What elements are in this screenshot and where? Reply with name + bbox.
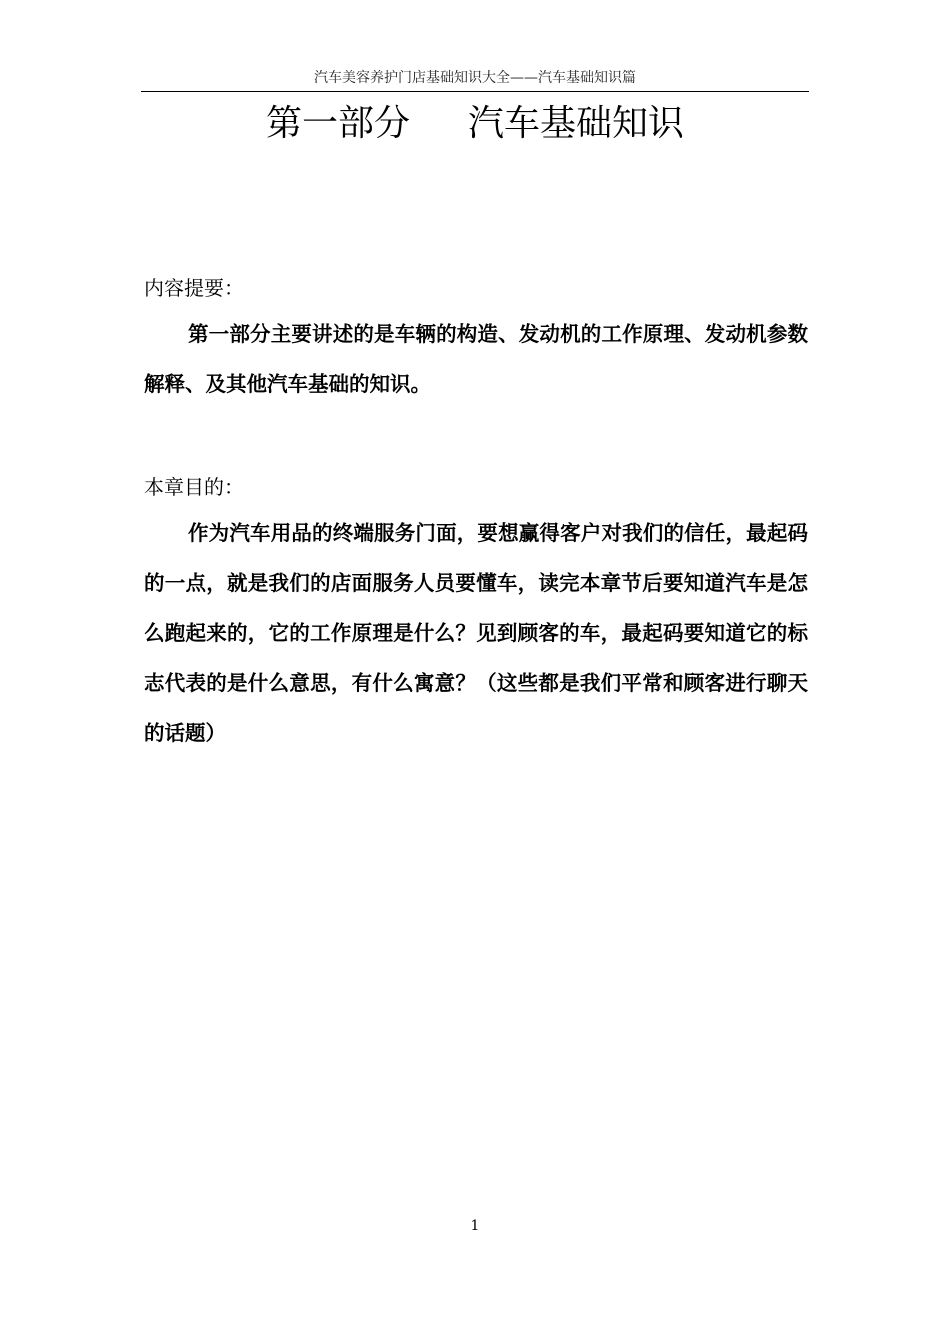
part-title — [142, 98, 808, 150]
page-number: 1 — [470, 1218, 480, 1234]
part-name: 汽车基础知识 — [468, 103, 685, 144]
part-number: 第一部分 — [265, 103, 410, 144]
summary-label: 内容提要： — [144, 276, 244, 300]
purpose-label: 本章目的： — [144, 475, 244, 499]
purpose-paragraph: 作为汽车用品的终端服务门面，要想赢得客户对我们的信任，最起码的一点，就是我们的店面服务人员要懂车，读完本章节后要知道汽车是怎么跑起来的，它的工作原理是什么？见到顾客的车，最起码要知道它的标志代表的是什么意思，有什么寓意？（这些都是我们平常和顾客进行聊天的话题） — [144, 521, 808, 745]
summary-paragraph: 第一部分主要讲述的是车辆的构造、发动机的工作原理、发动机参数解释、及其他汽车基础的知识。 — [144, 322, 808, 396]
running-header: 汽车美容养护门店基础知识大全——汽车基础知识篇 — [314, 70, 636, 86]
header-divider — [141, 91, 809, 92]
